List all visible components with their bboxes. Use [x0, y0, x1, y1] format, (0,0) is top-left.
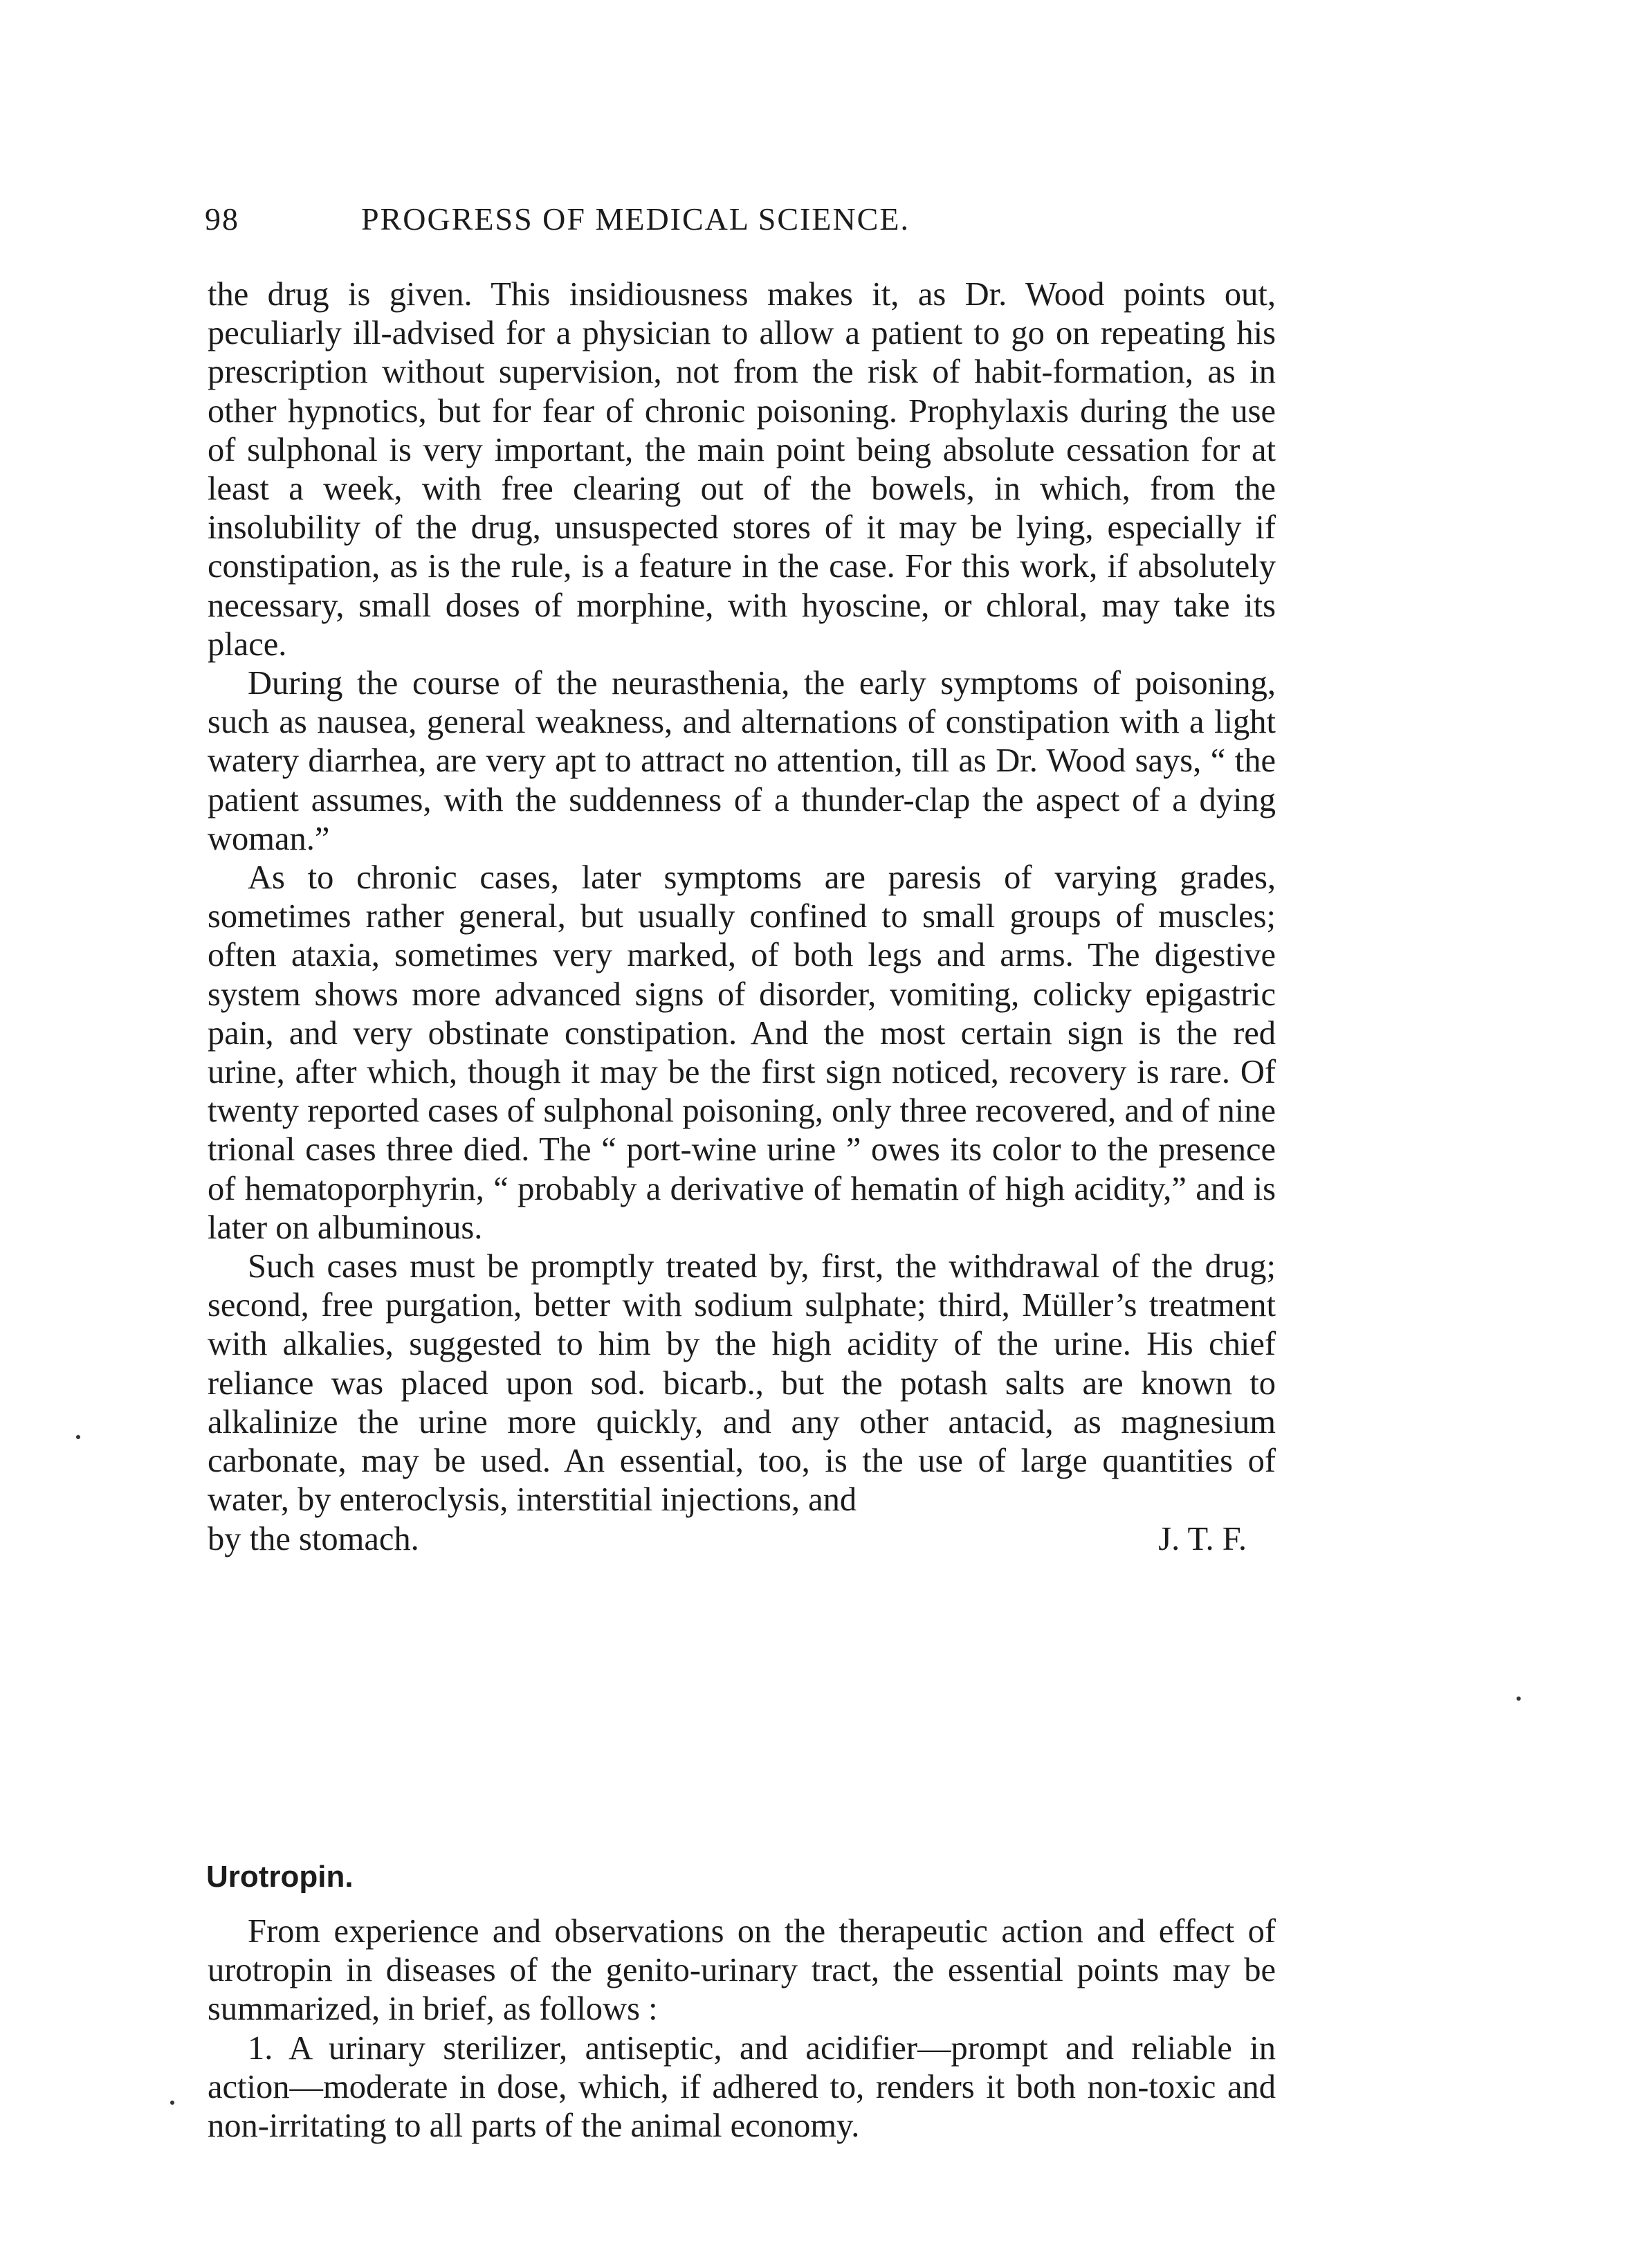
paragraph: From experience and observations on the therapeutic action and effect of urotropin in diseases of the genito-urinary tract, the essential points may be summarized, in brief, as follows :	[208, 1913, 1276, 2028]
paragraph: As to chronic cases, later symptoms are paresis of varying grades, sometimes rather general, but usually confined to small groups of muscles; often ataxia, sometimes very marked, of both legs and arms. The digestive system shows more advanced signs of disorder, vomiting, colicky epigastric pain, and very obstinate constipation. And the most certain sign is the red urine, after which, though it may be the first sign noticed, recovery is rare. Of twenty reported cases of sulphonal poisoning, only three recovered, and of nine trional cases three died. The “ port-wine urine ” owes its color to the presence of hematoporphyrin, “ probably a derivative of hematin of high acidity,” and is later on albuminous.	[208, 859, 1276, 1246]
section-body	[208, 1912, 1276, 2146]
page-header	[205, 201, 1256, 242]
print-speck	[76, 1435, 80, 1439]
article-body	[208, 275, 1276, 1559]
numbered-paragraph: 1. A urinary sterilizer, antiseptic, and acidifier—prompt and reliable in action—moderate in dose, which, if adhered to, renders it both non-toxic and non-irritating to all parts of the animal economy.	[208, 2029, 1276, 2145]
print-speck	[1517, 1697, 1521, 1701]
page-number: 98	[205, 201, 239, 237]
section-heading: Urotropin.	[206, 1860, 354, 1894]
paragraph: During the course of the neurasthenia, the early symptoms of poisoning, such as nausea, general weakness, and alternations of constipation with a light watery diarrhea, are very apt to attract no attention, till as Dr. Wood says, “ the patient assumes, with the suddenness of a thunder-clap the aspect of a dying woman.”	[208, 665, 1276, 857]
running-title: PROGRESS OF MEDICAL SCIENCE.	[361, 201, 910, 237]
final-line-text: by the stomach.	[208, 1520, 419, 1557]
paragraph: the drug is given. This insidiousness makes it, as Dr. Wood points out, peculiarly ill-advised for a physician to allow a patient to go on repeating his prescription without supervision, not from the risk of habit-formation, as in other hypnotics, but for fear of chronic poisoning. Prophylaxis during the use of sulphonal is very important, the main point being absolute cessation for at least a week, with free clearing out of the bowels, in which, from the insolubility of the drug, unsuspected stores of it may be lying, especially if constipation, as is the rule, is a feature in the case. For this work, if absolutely necessary, small doses of morphine, with hyoscine, or chloral, may take its place.	[208, 276, 1276, 663]
author-initials: J. T. F.	[1158, 1520, 1247, 1557]
paragraph-final-line	[208, 1520, 1276, 1559]
paragraph: Such cases must be promptly treated by, first, the withdrawal of the drug; second, free purgation, better with sodium sulphate; third, Müller’s treatment with alkalies, suggested to him by the high acidity of the urine. His chief reliance was placed upon sod. bicarb., but the potash salts are known to alkalinize the urine more quickly, and any other antacid, as magnesium carbonate, may be used. An essential, too, is the use of large quantities of water, by enteroclysis, interstitial injections, and	[208, 1248, 1276, 1519]
print-speck	[170, 2101, 174, 2105]
